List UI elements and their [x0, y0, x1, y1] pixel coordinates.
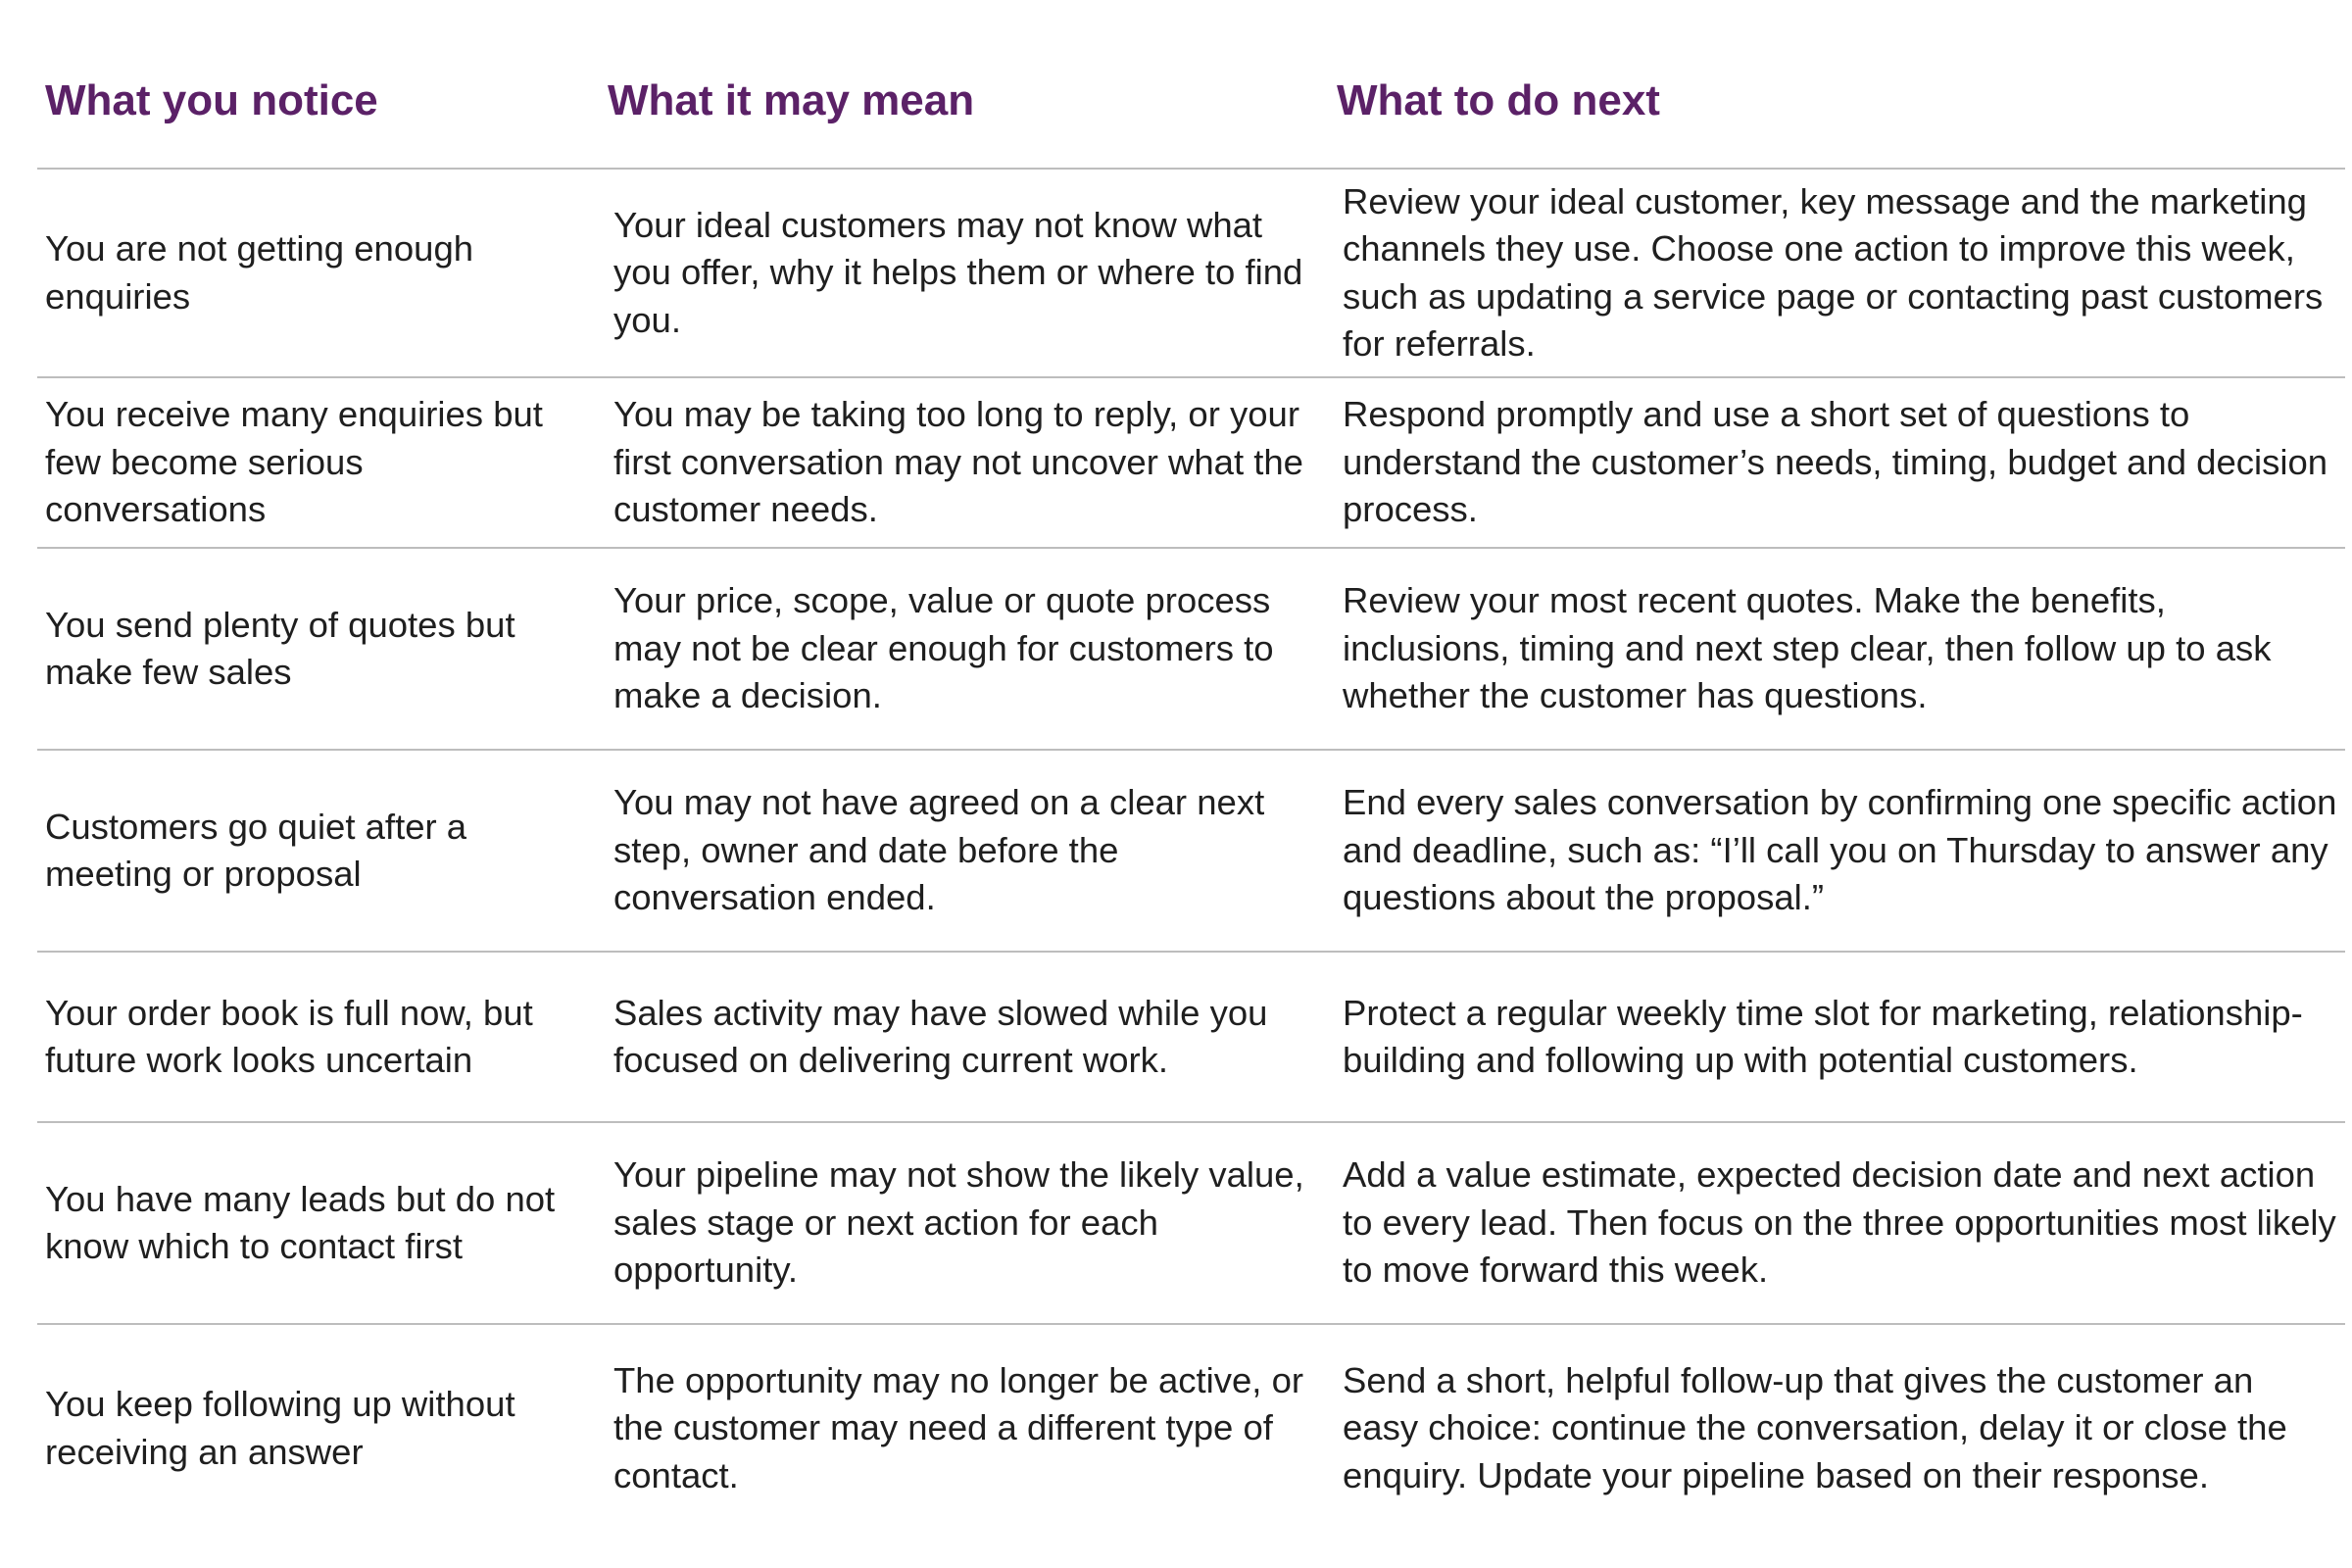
table-row — [37, 168, 2345, 376]
notice-cell — [37, 751, 600, 951]
header-cell-meaning — [600, 0, 1329, 168]
action-cell — [1329, 170, 2345, 376]
action-cell — [1329, 953, 2345, 1121]
header-what-you-notice: What you notice — [45, 76, 378, 124]
header-what-to-do-next: What to do next — [1337, 76, 1660, 124]
notice-text: You keep following up without receiving an answer — [45, 1384, 515, 1472]
action-cell — [1329, 1325, 2345, 1532]
action-text: Review your ideal customer, key message and the marketing channels they use. Choose one action to improve this week, such as updating a service page or contacting past customers for referrals. — [1343, 180, 2324, 364]
sales-troubleshooting-table — [37, 0, 2345, 1532]
notice-cell — [37, 953, 600, 1121]
meaning-text: You may be taking too long to reply, or your first conversation may not uncover what the customer needs. — [613, 394, 1303, 530]
meaning-text: The opportunity may no longer be active, or the customer may need a different type of contact. — [613, 1359, 1304, 1495]
meaning-cell — [600, 378, 1329, 547]
meaning-text: Your pipeline may not show the likely value, sales stage or next action for each opportunity. — [613, 1154, 1304, 1291]
action-text: Add a value estimate, expected decision date and next action to every lead. Then focus on the three opportunities most likely to move forward this week. — [1343, 1154, 2336, 1291]
notice-text: You are not getting enough enquiries — [45, 228, 474, 317]
meaning-cell — [600, 549, 1329, 749]
table-row — [37, 1323, 2345, 1532]
meaning-text: You may not have agreed on a clear next step, owner and date before the conversation ended. — [613, 782, 1265, 918]
table-row — [37, 376, 2345, 547]
notice-cell — [37, 549, 600, 749]
table-row — [37, 547, 2345, 749]
notice-cell — [37, 1123, 600, 1323]
header-cell-notice — [37, 0, 600, 168]
meaning-text: Your price, scope, value or quote process may not be clear enough for customers to make a decision. — [613, 580, 1274, 716]
meaning-cell — [600, 170, 1329, 376]
table-header-row — [37, 0, 2345, 168]
action-cell — [1329, 751, 2345, 951]
meaning-cell — [600, 953, 1329, 1121]
header-cell-action — [1329, 0, 2345, 168]
action-text: Protect a regular weekly time slot for marketing, relationship-building and following up with potential customers. — [1343, 992, 2303, 1080]
notice-cell — [37, 1325, 600, 1532]
header-what-it-may-mean: What it may mean — [608, 76, 975, 124]
action-cell — [1329, 1123, 2345, 1323]
meaning-text: Your ideal customers may not know what you offer, why it helps them or where to find you. — [613, 204, 1303, 340]
notice-text: You have many leads but do not know which to contact first — [45, 1178, 556, 1266]
meaning-cell — [600, 1325, 1329, 1532]
notice-text: You receive many enquiries but few become serious conversations — [45, 394, 543, 530]
action-text: End every sales conversation by confirming one specific action and deadline, such as: “I’ll call you on Thursday to answer any questions about the proposal.” — [1343, 782, 2337, 918]
meaning-cell — [600, 1123, 1329, 1323]
action-text: Send a short, helpful follow-up that gives the customer an easy choice: continue the conversation, delay it or close the enquiry. Update your pipeline based on their response. — [1343, 1359, 2287, 1495]
action-cell — [1329, 549, 2345, 749]
table-row — [37, 749, 2345, 951]
notice-text: You send plenty of quotes but make few sales — [45, 604, 515, 692]
table-row — [37, 951, 2345, 1121]
notice-cell — [37, 378, 600, 547]
meaning-text: Sales activity may have slowed while you focused on delivering current work. — [613, 992, 1268, 1080]
notice-text: Your order book is full now, but future work looks uncertain — [45, 992, 533, 1080]
notice-text: Customers go quiet after a meeting or proposal — [45, 806, 467, 894]
notice-cell — [37, 170, 600, 376]
meaning-cell — [600, 751, 1329, 951]
action-text: Review your most recent quotes. Make the benefits, inclusions, timing and next step clear, then follow up to ask whether the customer has questions. — [1343, 580, 2272, 716]
table-row — [37, 1121, 2345, 1323]
action-text: Respond promptly and use a short set of questions to understand the customer’s needs, timing, budget and decision process. — [1343, 394, 2328, 530]
action-cell — [1329, 378, 2345, 547]
